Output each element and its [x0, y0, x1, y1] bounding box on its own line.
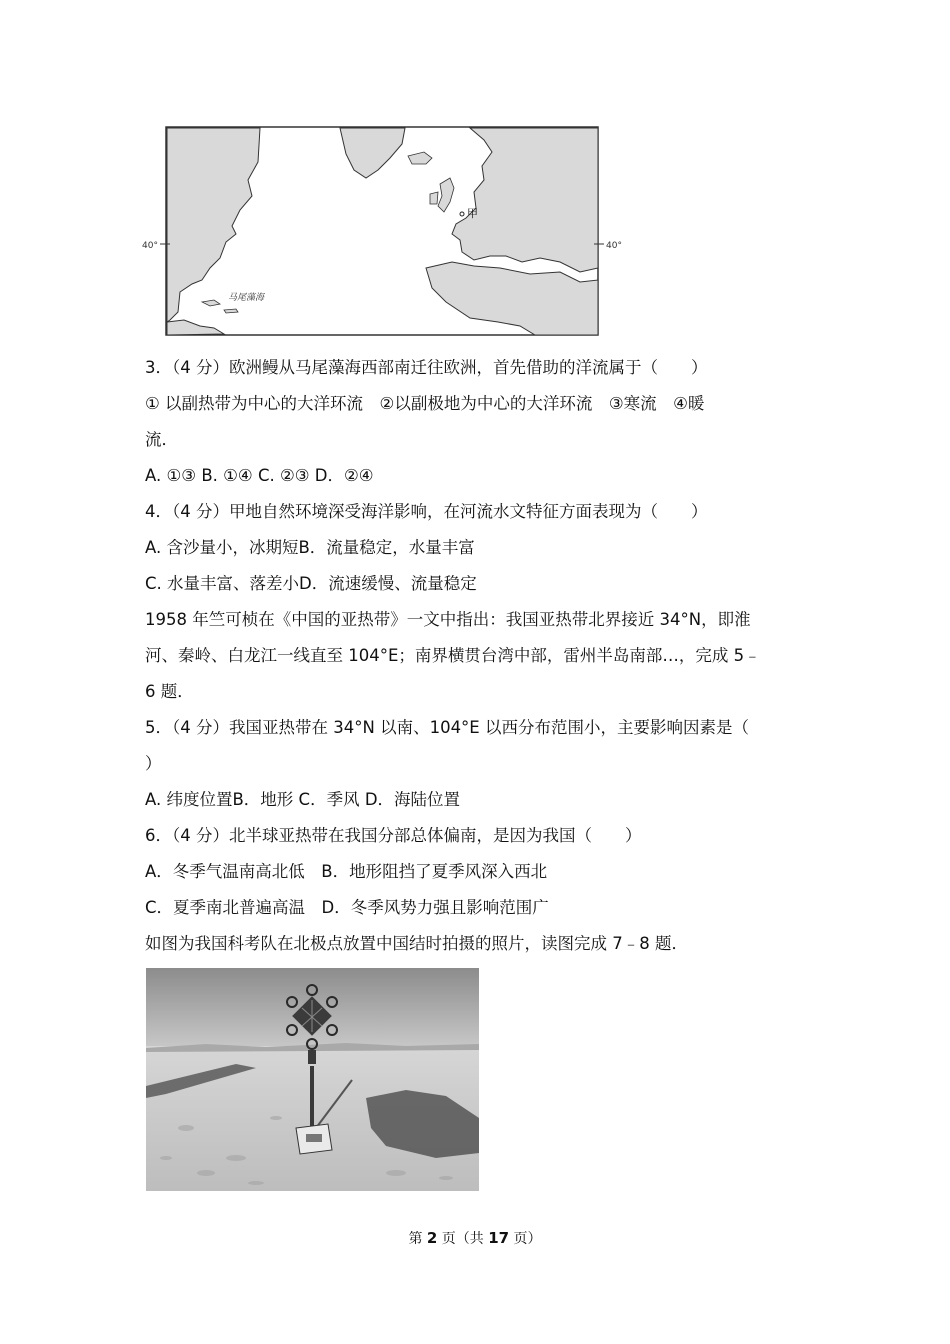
- north-atlantic-map: [140, 122, 635, 340]
- footer-middle: 页（共: [437, 1231, 489, 1247]
- question-3-items: ① 以副热带为中心的大洋环流 ②以副极地为中心的大洋环流 ③寒流 ④暖: [145, 394, 705, 413]
- question-5-stem: 5．（4 分）我国亚热带在 34°N 以南、104°E 以西分布范围小，主要影响因素是（: [145, 718, 749, 737]
- question-3-options: A. ①③ B. ①④ C. ②③ D．②④: [145, 466, 374, 485]
- latitude-label-left: 40°: [142, 241, 158, 251]
- footer-suffix: 页）: [509, 1231, 542, 1247]
- question-3-stem: 3．（4 分）欧洲鳗从马尾藻海西部南迁往欧洲，首先借助的洋流属于（ ）: [145, 358, 708, 377]
- sargasso-sea-label: 马尾藻海: [228, 293, 265, 303]
- current-page-number: 2: [426, 1229, 438, 1247]
- point-jia-label: 甲: [467, 207, 478, 220]
- question-6-options-ab: A．冬季气温南高北低 B．地形阻挡了夏季风深入西北: [145, 862, 548, 881]
- question-block-3-4: [145, 350, 815, 962]
- latitude-label-right: 40°: [606, 241, 622, 251]
- intro-7-8: 如图为我国科考队在北极点放置中国结时拍摄的照片，读图完成 7﹣8 题．: [145, 934, 688, 953]
- total-page-number: 17: [488, 1229, 510, 1247]
- question-4-options-ab: A. 含沙量小，冰期短B．流量稳定，水量丰富: [145, 538, 475, 557]
- question-4-stem: 4．（4 分）甲地自然环境深受海洋影响，在河流水文特征方面表现为（ ）: [145, 502, 708, 521]
- question-5-options: A. 纬度位置B．地形 C．季风 D．海陆位置: [145, 790, 461, 809]
- intro-5-6-line1: 1958 年竺可桢在《中国的亚热带》一文中指出：我国亚热带北界接近 34°N，即淮: [145, 610, 751, 629]
- north-pole-chinese-knot-photo: [146, 968, 479, 1191]
- question-3-items-cont: 流．: [145, 430, 178, 449]
- intro-5-6-line2: 河、秦岭、白龙江一线直至 104°E；南界横贯台湾中部，雷州半岛南部…，完成 5﹣: [145, 646, 761, 665]
- page-footer: [0, 1228, 950, 1248]
- question-5-stem-cont: ）: [145, 754, 162, 773]
- question-6-options-cd: C．夏季南北普遍高温 D．冬季风势力强且影响范围广: [145, 898, 549, 917]
- footer-prefix: 第: [408, 1231, 427, 1247]
- question-4-options-cd: C. 水量丰富、落差小D．流速缓慢、流量稳定: [145, 574, 477, 593]
- question-6-stem: 6．（4 分）北半球亚热带在我国分部总体偏南，是因为我国（ ）: [145, 826, 642, 845]
- intro-5-6-line3: 6 题．: [145, 682, 194, 701]
